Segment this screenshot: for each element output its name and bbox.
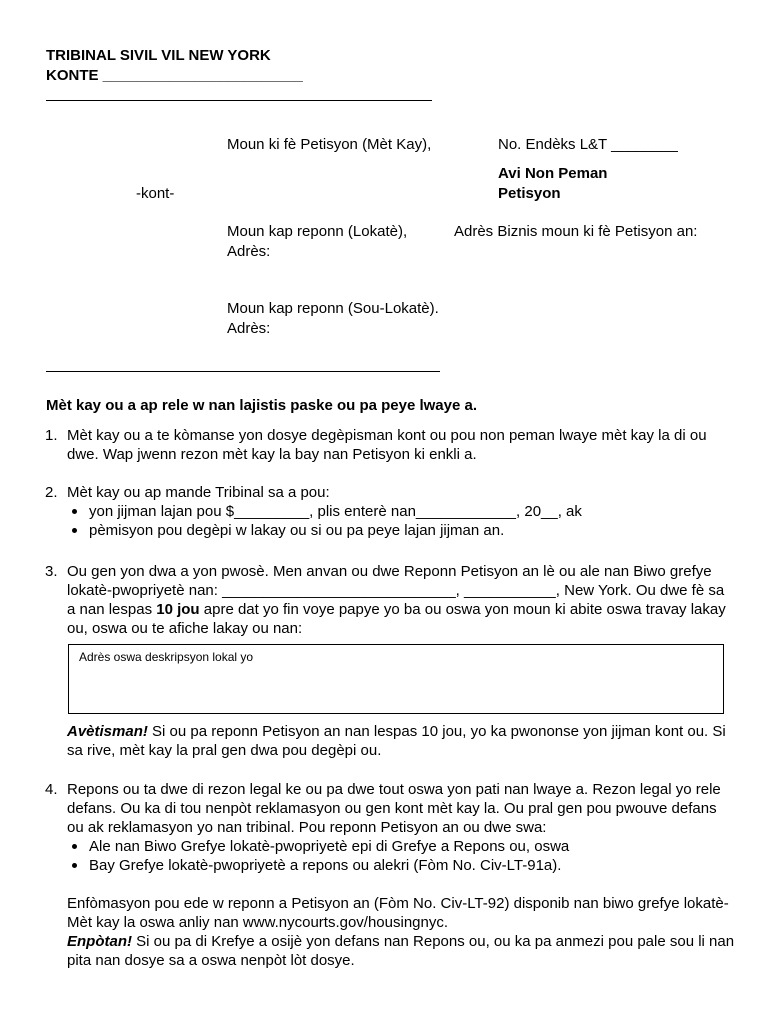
ten-days-emphasis: 10 jou (156, 601, 200, 618)
against-label: -kont- (136, 185, 175, 202)
paragraph-4-text: Repons ou ta dwe di rezon legal ke ou pa dwe tout oswa yon pati nan lwaye a. Rezon legal yo rele defans. Ou ka di tou nenpòt reklamasyon ou gen kont mèt kay la. Ou pral gen pou pwouve defans ou ak reklamasyon yo nan tribinal. Pou reponn Petisyon an ou dwe swa: (67, 781, 721, 836)
paragraph-3 (45, 562, 735, 638)
paragraph-4 (45, 780, 735, 970)
info-paragraph: Enfòmasyon pou ede w reponn a Petisyon an (Fòm No. Civ-LT-92) disponib nan biwo grefye lokatè-Mèt kay la oswa anliy nan www.nycourts.gov/housingnyc. (67, 895, 729, 931)
petitioner-business-address-label: Adrès Biznis moun ki fè Petisyon an: (454, 223, 698, 240)
warning-paragraph: Avètisman! Si ou pa reponn Petisyon an nan lespas 10 jou, yo ka pwononse yon jijman kont ou. Si sa rive, mèt kay la pral gen dwa pou degèpi ou. (67, 723, 726, 759)
paragraph-4-bullet-1: Ale nan Biwo Grefye lokatè-pwopriyetè epi di Grefye a Repons ou, oswa (67, 837, 735, 856)
paragraph-1 (45, 426, 735, 464)
paragraph-2-number: 2. (45, 484, 58, 501)
section-heading: Mèt kay ou a ap rele w nan lajistis paske ou pa peye lwaye a. (46, 397, 478, 414)
petitioner-label: Moun ki fè Petisyon (Mèt Kay), (227, 136, 432, 153)
paragraph-4-number: 4. (45, 781, 58, 798)
index-number-field: No. Endèks L&T ________ (498, 136, 678, 153)
paragraph-1-text: Mèt kay ou a te kòmanse yon dosye degèpisman kont ou pou non peman lwaye mèt kay la di ou dwe. Wap jwenn rezon mèt kay la bay nan Petisyon ki enkli a. (67, 427, 707, 463)
paragraph-3-text: Ou gen yon dwa a yon pwosè. Men anvan ou dwe Reponn Petisyon an lè ou ale nan Biwo grefye lokatè-pwopriyetè nan: ____________________________, ___________, New York. Ou dwe fè sa a nan lespas 10 jou apre dat yo fin voye papye yo ba ou oswa yon moun ki abite oswa travay lakay ou, oswa ou te afiche lakay ou nan: (67, 563, 726, 637)
header-rule (46, 100, 432, 101)
respondent-tenant-label: Moun kap reponn (Lokatè), (227, 223, 408, 240)
paragraph-2-text: Mèt kay ou ap mande Tribinal sa a pou: (67, 484, 330, 501)
paragraph-2 (45, 483, 735, 540)
paragraph-2-bullet-1: yon jijman lajan pou $_________, plis enterè nan____________, 20__, ak (67, 502, 735, 521)
caption-rule (46, 371, 440, 372)
paragraph-1-number: 1. (45, 427, 58, 444)
important-label: Enpòtan! (67, 933, 132, 950)
address-description-box[interactable] (68, 644, 724, 714)
paragraph-3-number: 3. (45, 563, 58, 580)
subtenant-address-label: Adrès: (227, 320, 271, 337)
notice-title-line2: Petisyon (498, 185, 561, 202)
paragraph-2-bullet-2: pèmisyon pou degèpi w lakay ou si ou pa peye lajan jijman an. (67, 521, 735, 540)
important-paragraph: Enpòtan! Si ou pa di Krefye a osijè yon defans nan Repons ou, ou ka pa anmezi pou pale sou li nan pita nan dosye sa a oswa nenpòt lòt dosye. (67, 933, 735, 969)
court-title: TRIBINAL SIVIL VIL NEW YORK (46, 47, 271, 64)
tenant-address-label: Adrès: (227, 243, 271, 260)
respondent-subtenant-label: Moun kap reponn (Sou-Lokatè). (227, 300, 439, 317)
notice-title-line1: Avi Non Peman (498, 165, 608, 182)
county-field: KONTE ________________________ (46, 67, 303, 84)
address-description-label: Adrès oswa deskripsyon lokal yo (79, 650, 254, 664)
paragraph-4-bullet-2: Bay Grefye lokatè-pwopriyetè a repons ou alekri (Fòm No. Civ-LT-91a). (67, 856, 735, 875)
warning-label: Avètisman! (67, 723, 148, 740)
